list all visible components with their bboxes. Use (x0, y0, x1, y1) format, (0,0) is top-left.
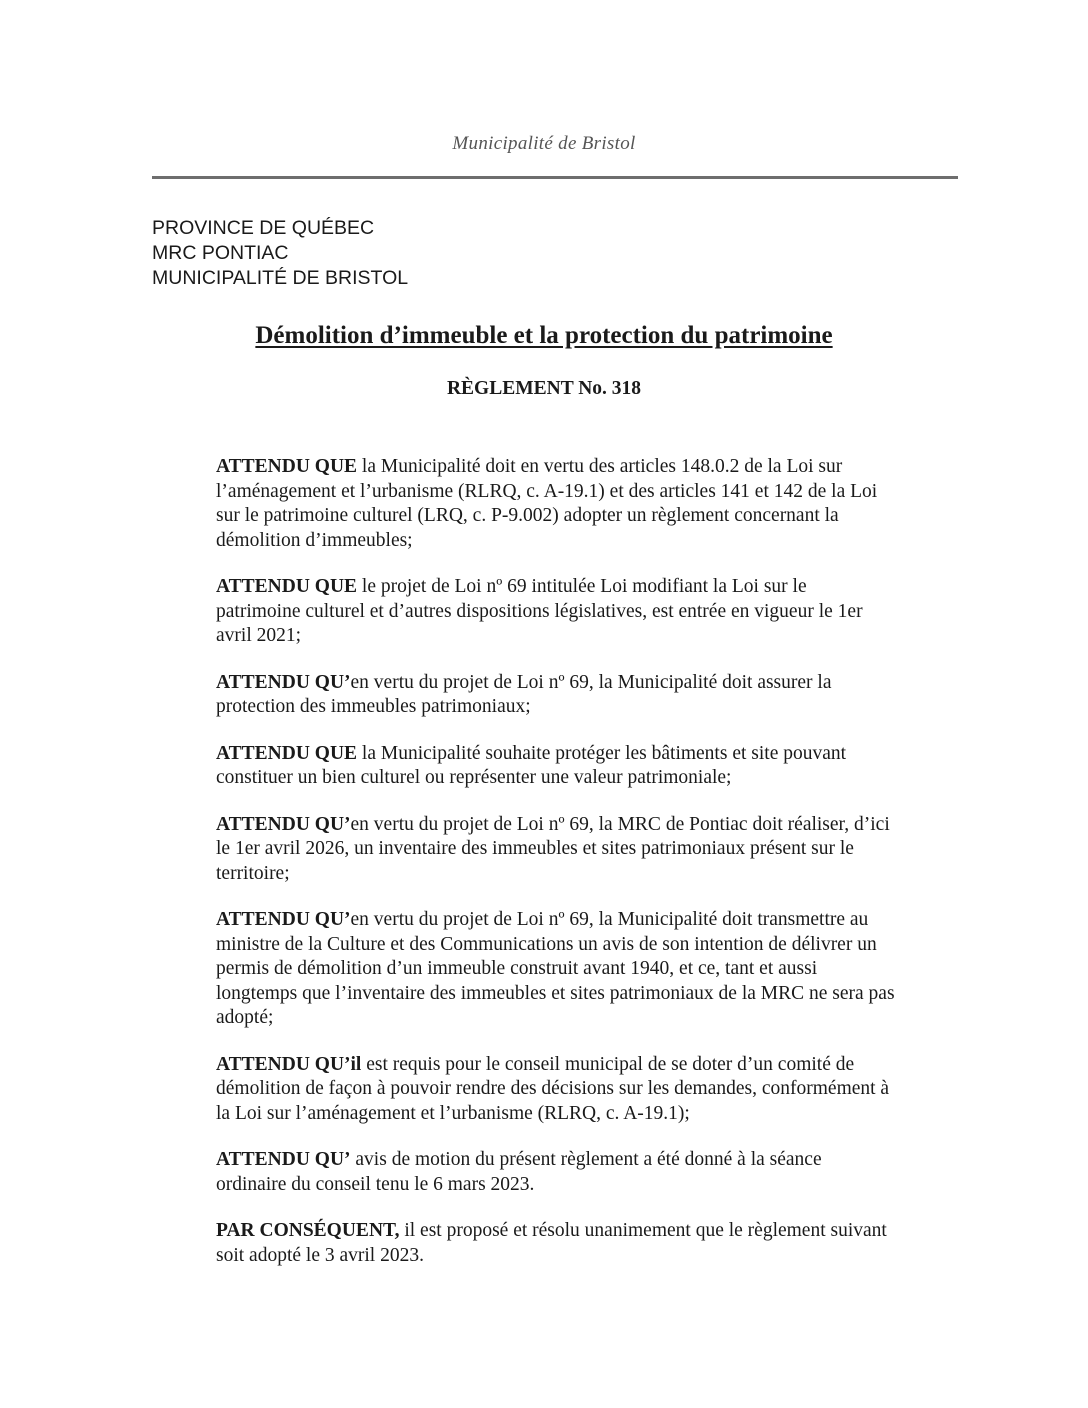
clause-2-line-3: avril 2021; (216, 625, 302, 646)
clause-6-text-1: en vertu du projet de Loi nº 69, la Municipalité doit transmettre au (350, 909, 869, 930)
clause-5-line-3: territoire; (216, 862, 290, 884)
clause-6-line-4: longtemps que l’inventaire des immeubles et sites patrimoniaux de la MRC ne sera pas (216, 982, 895, 1004)
clause-1-line-2: l’aménagement et l’urbanisme (RLRQ, c. A-19.1) et des articles 141 et 142 de la Loi (216, 480, 878, 502)
clause-6-line-1 (216, 908, 961, 933)
clause-4-lead: ATTENDU QUE (216, 742, 358, 764)
clause-9-line-1 (216, 1219, 961, 1244)
clause-7 (216, 1053, 961, 1127)
clause-1 (216, 455, 961, 553)
clause-3-lead: ATTENDU QU’ (216, 671, 351, 693)
clause-6-line-3: permis de démolition d’un immeuble construit avant 1940, et ce, tant et aussi (216, 958, 818, 979)
clause-2-text-1: le projet de Loi nº 69 intitulée Loi modifiant la Loi sur le (357, 576, 807, 597)
clause-6-line-2: ministre de la Culture et des Communications un avis de son intention de délivrer un (216, 933, 877, 955)
clause-1-lead: ATTENDU QUE (216, 456, 358, 477)
clause-5-lead: ATTENDU QU’ (216, 813, 351, 835)
clause-7-line-1 (216, 1053, 961, 1078)
clause-3-line-2: protection des immeubles patrimoniaux; (216, 696, 531, 717)
clause-1-line-3: sur le patrimoine culturel (LRQ, c. P-9.002) adopter un règlement concernant la (216, 505, 839, 526)
clause-7-text-1: est requis pour le conseil municipal de se doter d’un comité de (361, 1053, 855, 1075)
clause-6-lead: ATTENDU QU’ (216, 909, 351, 930)
clause-4-line-2: constituer un bien culturel ou représenter une valeur patrimoniale; (216, 767, 732, 788)
clause-1-line-4: démolition d’immeubles; (216, 529, 413, 551)
clause-9-line-2: soit adopté le 3 avril 2023. (216, 1244, 424, 1266)
clause-4-line-1 (216, 742, 961, 767)
clause-9-text-1: il est proposé et résolu unanimement que le règlement suivant (399, 1220, 887, 1241)
running-header: Municipalité de Bristol (452, 133, 636, 154)
clause-9 (216, 1219, 961, 1268)
clause-4 (216, 742, 961, 791)
clause-2 (216, 575, 961, 649)
clause-7-line-2: démolition de façon à pouvoir rendre des décisions sur les demandes, conformément à (216, 1078, 890, 1099)
clause-8-line-1 (216, 1148, 961, 1173)
clause-9-lead: PAR CONSÉQUENT, (216, 1220, 400, 1241)
clause-1-text-1: la Municipalité doit en vertu des articles 148.0.2 de la Loi sur (357, 456, 843, 477)
clause-5 (216, 813, 961, 887)
address-line-province: PROVINCE DE QUÉBEC (152, 217, 375, 239)
address-line-municipality: MUNICIPALITÉ DE BRISTOL (152, 267, 409, 289)
header-rule (152, 176, 958, 179)
clause-4-text-1: la Municipalité souhaite protéger les bâtiments et site pouvant (357, 742, 847, 764)
address-line-mrc: MRC PONTIAC (152, 242, 289, 264)
clause-3 (216, 671, 961, 720)
clause-1-line-1 (216, 455, 961, 480)
clause-6 (216, 908, 961, 1031)
clause-2-line-2: patrimoine culturel et d’autres dispositions législatives, est entrée en vigueur le 1er (216, 600, 863, 622)
clause-7-line-3: la Loi sur l’aménagement et l’urbanisme (RLRQ, c. A-19.1); (216, 1102, 690, 1124)
clause-8 (216, 1148, 961, 1197)
regulation-number: RÈGLEMENT No. 318 (446, 378, 642, 399)
clause-5-line-2: le 1er avril 2026, un inventaire des immeubles et sites patrimoniaux présent sur le (216, 838, 854, 859)
clause-3-text-1: en vertu du projet de Loi nº 69, la Municipalité doit assurer la (350, 671, 832, 693)
clause-5-line-1 (216, 813, 961, 838)
clause-2-lead: ATTENDU QUE (216, 576, 358, 597)
address-block (152, 216, 408, 291)
document-title: Démolition d’immeuble et la protection du patrimoine (255, 322, 833, 349)
clause-2-line-1 (216, 575, 961, 600)
clause-8-text-1: avis de motion du présent règlement a été donné à la séance (350, 1149, 822, 1170)
clause-6-line-5: adopté; (216, 1007, 274, 1028)
clause-7-lead: ATTENDU QU’il (216, 1053, 362, 1075)
clause-8-lead: ATTENDU QU’ (216, 1149, 351, 1170)
clauses-section (216, 455, 961, 1268)
clause-8-line-2: ordinaire du conseil tenu le 6 mars 2023. (216, 1173, 535, 1195)
clause-3-line-1 (216, 671, 961, 696)
clause-5-text-1: en vertu du projet de Loi nº 69, la MRC de Pontiac doit réaliser, d’ici (350, 813, 890, 835)
